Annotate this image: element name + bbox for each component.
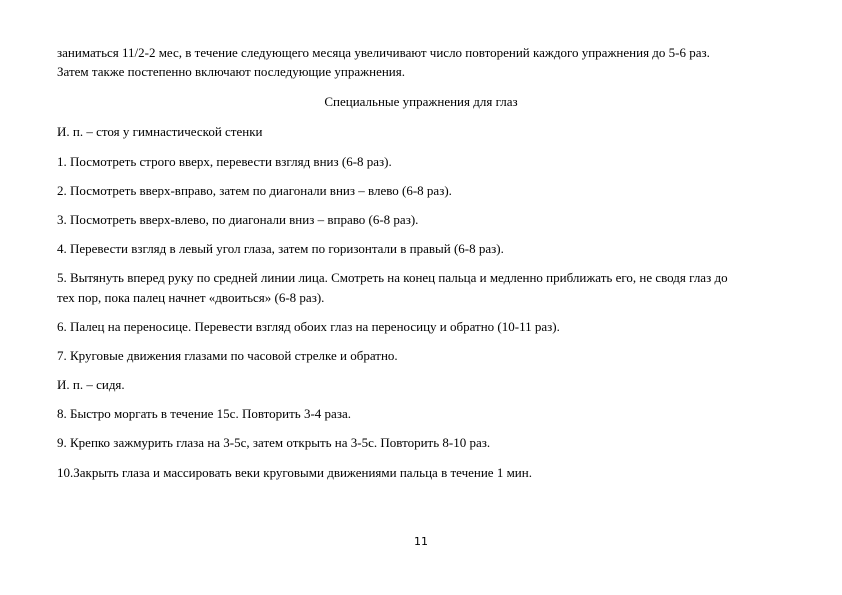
exercise-3: 3. Посмотреть вверх-влево, по диагонали вниз – вправо (6-8 раз). (57, 212, 419, 227)
exercise-2: 2. Посмотреть вверх-вправо, затем по диагонали вниз – влево (6-8 раз). (57, 183, 452, 198)
exercise-9: 9. Крепко зажмурить глаза на 3-5с, затем открыть на 3-5с. Повторить 8-10 раз. (57, 435, 491, 450)
intro-line-2: Затем также постепенно включают последующие упражнения. (57, 64, 405, 79)
exercise-4: 4. Перевести взгляд в левый угол глаза, затем по горизонтали в правый (6-8 раз). (57, 241, 504, 256)
starting-position-sitting: И. п. – сидя. (57, 377, 125, 392)
starting-position-standing: И. п. – стоя у гимнастической стенки (57, 124, 263, 139)
exercise-7: 7. Круговые движения глазами по часовой стрелке и обратно. (57, 348, 398, 363)
exercise-6: 6. Палец на переносице. Перевести взгляд обоих глаз на переносицу и обратно (10-11 раз). (57, 319, 560, 334)
exercise-8: 8. Быстро моргать в течение 15с. Повторить 3-4 раза. (57, 406, 351, 421)
section-title: Специальные упражнения для глаз (324, 94, 518, 109)
exercise-10: 10.Закрыть глаза и массировать веки круговыми движениями пальца в течение 1 мин. (57, 465, 532, 480)
exercise-1: 1. Посмотреть строго вверх, перевести взгляд вниз (6-8 раз). (57, 154, 392, 169)
exercise-5-line-2: тех пор, пока палец начнет «двоиться» (6-8 раз). (57, 290, 325, 305)
intro-line-1: заниматься 11/2-2 мес, в течение следующего месяца увеличивают число повторений каждого упражнения до 5-6 раз. (57, 45, 710, 60)
page-number: 11 (414, 535, 428, 548)
exercise-5-line-1: 5. Вытянуть вперед руку по средней линии лица. Смотреть на конец пальца и медленно приближать его, не сводя глаз до (57, 270, 728, 285)
